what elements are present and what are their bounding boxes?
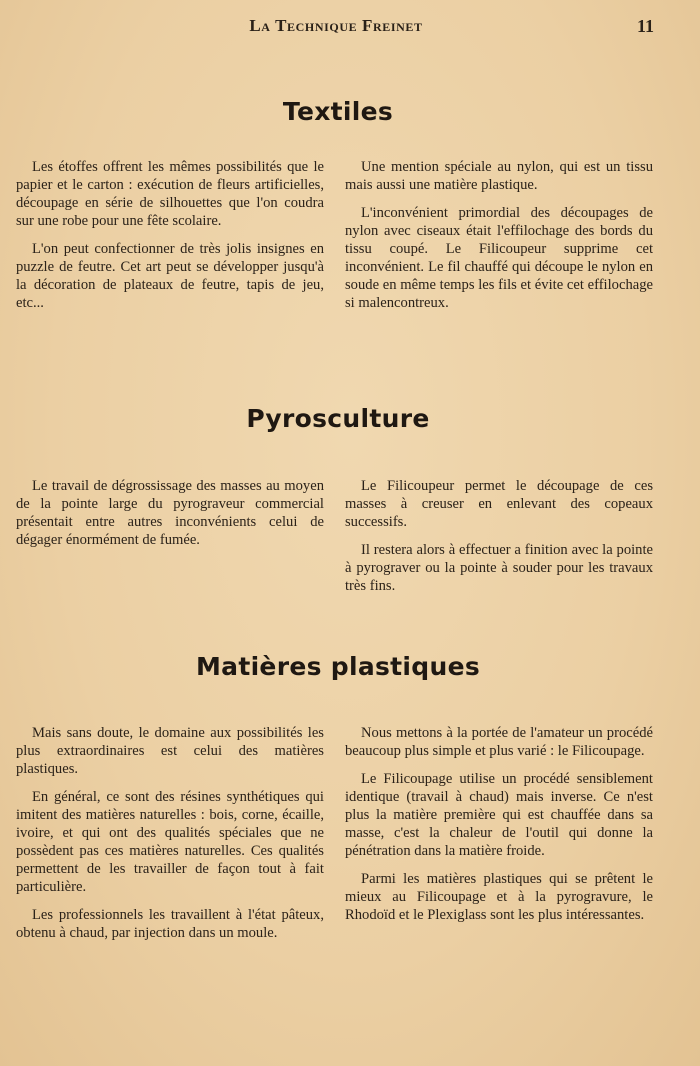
paragraph: L'on peut confectionner de très jolis insignes en puzzle de feutre. Cet art peut se développer jusqu'à la décoration de plateaux de feutre, tapis de jeu, etc... bbox=[16, 241, 324, 311]
paragraph: Une mention spéciale au nylon, qui est un tissu mais aussi une matière plastique. bbox=[345, 159, 653, 193]
running-header bbox=[0, 16, 700, 40]
section-title-matieres-plastiques: Matières plastiques bbox=[195, 652, 481, 681]
paragraph: En général, ce sont des résines synthétiques qui imitent des matières naturelles : bois, corne, écaille, ivoire, et qui ont des qualités spéciales que ne possèdent pas ces matières naturelles. Ces qualités permettent de les travailler de façon tout à fait particulière. bbox=[16, 789, 324, 895]
pyrosculture-left-column bbox=[16, 477, 324, 559]
paragraph: Les étoffes offrent les mêmes possibilités que le papier et le carton : exécution de fleurs artificielles, découpage en série de silhouettes que l'on coudra sur une robe pour une fête scolaire. bbox=[16, 159, 324, 229]
paragraph: Parmi les matières plastiques qui se prêtent le mieux au Filicoupage et à la pyrogravure, le Rhodoïd et le Plexiglass sont les plus intéressantes. bbox=[345, 871, 653, 923]
plastiques-right-column bbox=[345, 724, 653, 934]
section-title-pyrosculture: Pyrosculture bbox=[246, 404, 430, 433]
plastiques-left-column bbox=[16, 724, 324, 952]
pyrosculture-right-column bbox=[345, 477, 653, 605]
paragraph: Mais sans doute, le domaine aux possibilités les plus extraordinaires est celui des matières plastiques. bbox=[16, 725, 324, 777]
paragraph: Les professionnels les travaillent à l'état pâteux, obtenu à chaud, par injection dans un moule. bbox=[16, 907, 324, 941]
paragraph: Il restera alors à effectuer a finition avec la pointe à pyrograver ou la pointe à souder pour les travaux très fins. bbox=[345, 542, 653, 594]
paragraph: Le Filicoupage utilise un procédé sensiblement identique (travail à chaud) mais inverse. Ce n'est plus la matière première qui est chauffée dans sa masse, c'est la chaleur de l'outil qui donne la pénétration dans la matière froide. bbox=[345, 771, 653, 859]
section-title-textiles: Textiles bbox=[282, 97, 394, 126]
paragraph: Le travail de dégrossissage des masses au moyen de la pointe large du pyrograveur commercial présentait entre autres inconvénients celui de dégager énormément de fumée. bbox=[16, 478, 324, 548]
paragraph: Le Filicoupeur permet le découpage de ces masses à creuser en enlevant des copeaux successifs. bbox=[345, 478, 653, 530]
page-number: 11 bbox=[636, 16, 654, 36]
paragraph: L'inconvénient primordial des découpages de nylon avec ciseaux était l'effilochage des bords du tissu coupé. Le Filicoupeur supprime cet inconvénient. Le fil chauffé qui découpe le nylon en soude en même temps les fils et évite cet effilochage si malencontreux. bbox=[345, 205, 653, 311]
textiles-right-column bbox=[345, 158, 653, 322]
textiles-left-column bbox=[16, 158, 324, 322]
paragraph: Nous mettons à la portée de l'amateur un procédé beaucoup plus simple et plus varié : le Filicoupage. bbox=[345, 725, 653, 759]
running-title: La Technique Freinet bbox=[249, 16, 423, 35]
